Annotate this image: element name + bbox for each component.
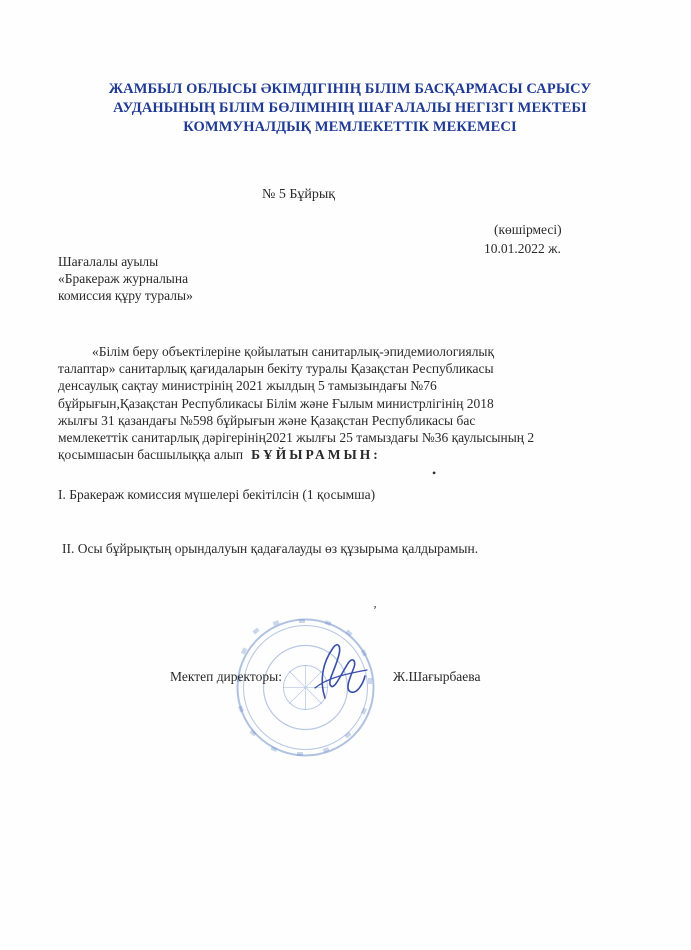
stray-mark-dot: ʼ <box>373 603 377 617</box>
order-emphasis: БҰЙЫРАМЫН: <box>251 447 381 463</box>
order-body <box>58 343 648 463</box>
body-line-4: бұйрығын,Қазақстан Республикасы Білім және Ғылым министрлігінің 2018 <box>58 395 494 411</box>
header-line-2: АУДАНЫНЫҢ БІЛІМ БӨЛІМІНІҢ ШАҒАЛАЛЫ НЕГІЗГІ МЕКТЕБІ <box>113 100 587 116</box>
order-item-1: I. Бракераж комиссия мүшелері бекітілсін (1 қосымша) <box>58 487 376 502</box>
place-name: Шағалалы ауылы <box>58 254 159 269</box>
copy-label: (көшірмесі) <box>494 222 562 237</box>
body-line-7-text: қосымшасын басшылыққа алып <box>58 447 244 463</box>
organization-header <box>40 80 660 137</box>
director-signature <box>305 628 375 710</box>
subject-line-1: «Бракераж журналына <box>58 271 189 286</box>
header-line-1: ЖАМБЫЛ ОБЛЫСЫ ӘКІМДІГІНІҢ БІЛІМ БАСҚАРМАСЫ САРЫСУ <box>108 81 592 97</box>
body-line-7 <box>58 446 648 463</box>
body-line-2: талаптар» санитарлық қағидаларын бекіту туралы Қазақстан Республикасы <box>58 361 494 377</box>
place-and-subject <box>58 253 193 304</box>
body-line-5: жылғы 31 қазандағы №598 бұйрығын және Қазақстан Республикасы бас <box>58 412 476 428</box>
order-item-2: II. Осы бұйрықтың орындалуын қадағалауды өз құзырыма қалдырамын. <box>62 541 479 556</box>
header-line-3: КОММУНАЛДЫҚ МЕМЛЕКЕТТІК МЕКЕМЕСІ <box>183 119 517 135</box>
signatory-name: Ж.Шағырбаева <box>393 669 481 684</box>
order-date: 10.01.2022 ж. <box>484 241 561 256</box>
body-line-3: денсаулық сақтау министрінің 2021 жылдың 5 тамызындағы №76 <box>58 378 437 394</box>
subject-line-2: комиссия құру туралы» <box>58 288 193 303</box>
body-line-6: мемлекеттік санитарлық дәрігерінің2021 жылғы 25 тамыздағы №36 қаулысының 2 <box>58 430 535 446</box>
stray-mark-dot: • <box>432 466 437 480</box>
body-line-1: «Білім беру объектілеріне қойылатын санитарлық-эпидемиологиялық <box>92 344 495 359</box>
signatory-role: Мектеп директоры: <box>170 669 282 684</box>
order-number: № 5 Бұйрық <box>262 187 336 202</box>
